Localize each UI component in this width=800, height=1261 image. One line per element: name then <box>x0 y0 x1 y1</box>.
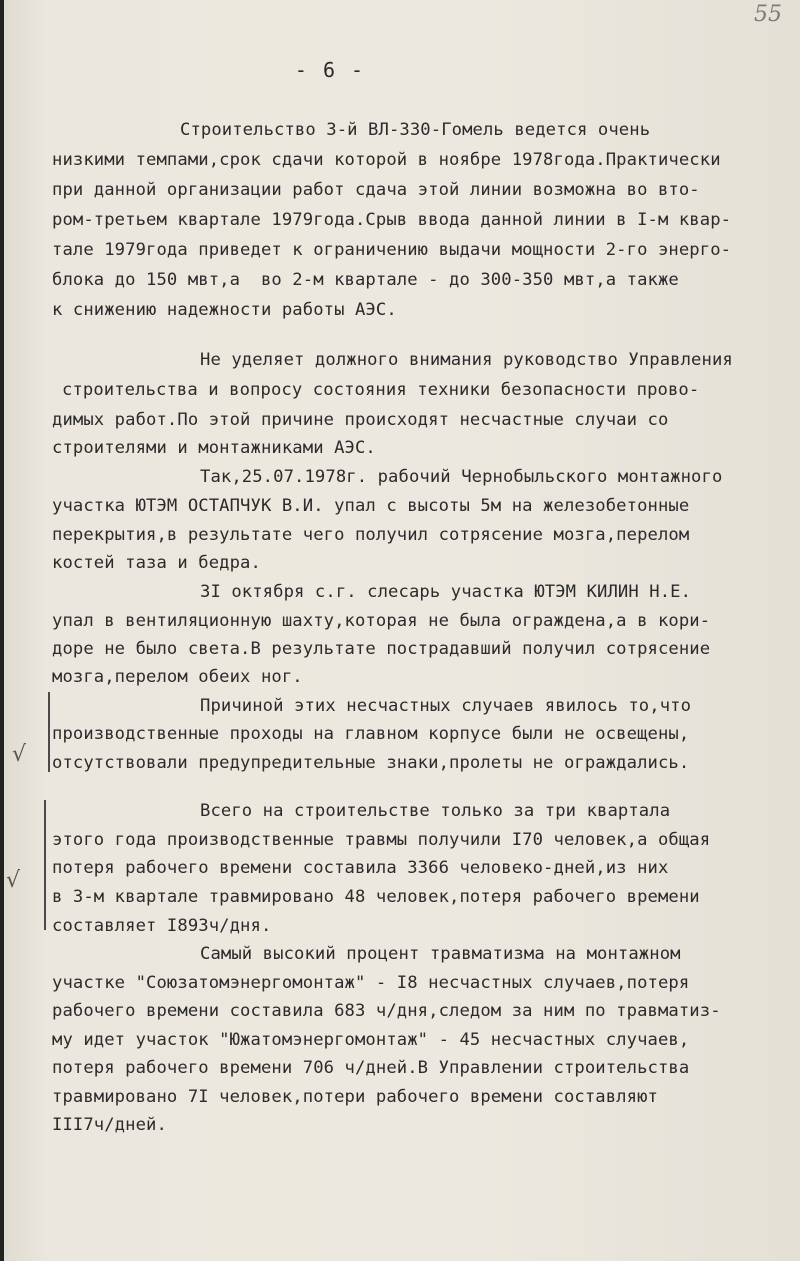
text-line: блока до 150 мвт,а во 2-м квартале - до 300-350 мвт,а также <box>52 270 679 290</box>
text-line: потеря рабочего времени составила 3366 человеко-дней,из них <box>52 858 669 878</box>
page-edge-shadow <box>0 0 4 1261</box>
text-line: этого года производственные травмы получили I70 человек,а общая <box>52 830 711 850</box>
text-line: строителями и монтажниками АЭС. <box>52 438 376 458</box>
archive-page-number: 55 <box>754 2 782 27</box>
text-line: при данной организации работ сдача этой линии возможна во вто- <box>52 180 700 200</box>
text-line: отсутствовали предупредительные знаки,пролеты не ограждались. <box>52 753 690 773</box>
text-line: участке "Союзатомэнергомонтаж" - I8 несчастных случаев,потеря <box>52 973 690 993</box>
margin-bracket <box>44 800 46 930</box>
text-line: мозга,перелом обеих ног. <box>52 667 303 687</box>
text-line: му идет участок "Южатомэнергомонтаж" - 45 несчастных случаев, <box>52 1030 690 1050</box>
text-line: костей таза и бедра. <box>52 553 261 573</box>
checkmark-icon: √ <box>6 868 21 893</box>
text-line: III7ч/дней. <box>52 1115 167 1135</box>
text-line: рабочего времени составила 683 ч/дня,следом за ним по травматиз- <box>52 1001 721 1021</box>
text-line: доре не было света.В результате пострадавший получил сотрясение <box>52 639 711 659</box>
margin-bracket <box>48 692 50 772</box>
text-line: ром-третьем квартале 1979года.Срыв ввода данной линии в I-м квар- <box>52 210 732 230</box>
text-line: к снижению надежности работы АЭС. <box>52 300 397 320</box>
text-line: Так,25.07.1978г. рабочий Чернобыльского монтажного <box>200 467 723 487</box>
text-line: травмировано 7I человек,потери рабочего времени составляют <box>52 1087 658 1107</box>
text-line: составляет I893ч/дня. <box>52 916 272 936</box>
text-line: Всего на строительстве только за три квартала <box>200 801 671 821</box>
checkmark-icon: √ <box>12 742 27 767</box>
text-line: строительства и вопросу состояния техники безопасности прово- <box>62 380 700 400</box>
text-line: низкими темпами,срок сдачи которой в ноябре 1978года.Практически <box>52 150 721 170</box>
text-line: перекрытия,в результате чего получил сотрясение мозга,перелом <box>52 525 690 545</box>
text-line: участка ЮТЭМ ОСТАПЧУК В.И. упал с высоты 5м на железобетонные <box>52 496 690 516</box>
text-line: производственные проходы на главном корпусе были не освещены, <box>52 724 690 744</box>
text-line: тале 1979года приведет к ограничению выдачи мощности 2-го энерго- <box>52 240 732 260</box>
text-line: потеря рабочего времени 706 ч/дней.В Управлении строительства <box>52 1058 690 1078</box>
text-line: димых работ.По этой причине происходят несчастные случаи со <box>52 410 669 430</box>
text-line: Строительство 3-й ВЛ-330-Гомель ведется очень <box>180 120 651 140</box>
page-number: - 6 - <box>294 58 366 82</box>
text-line: Причиной этих несчастных случаев явилось то,что <box>200 696 692 716</box>
text-line: Не уделяет должного внимания руководство Управления <box>200 350 733 370</box>
text-line: 3I октября с.г. слесарь участка ЮТЭМ КИЛИН Н.Е. <box>200 582 692 602</box>
text-line: в 3-м квартале травмировано 48 человек,потеря рабочего времени <box>52 887 700 907</box>
text-line: упал в вентиляционную шахту,которая не была ограждена,а в кори- <box>52 611 711 631</box>
text-line: Самый высокий процент травматизма на монтажном <box>200 944 681 964</box>
